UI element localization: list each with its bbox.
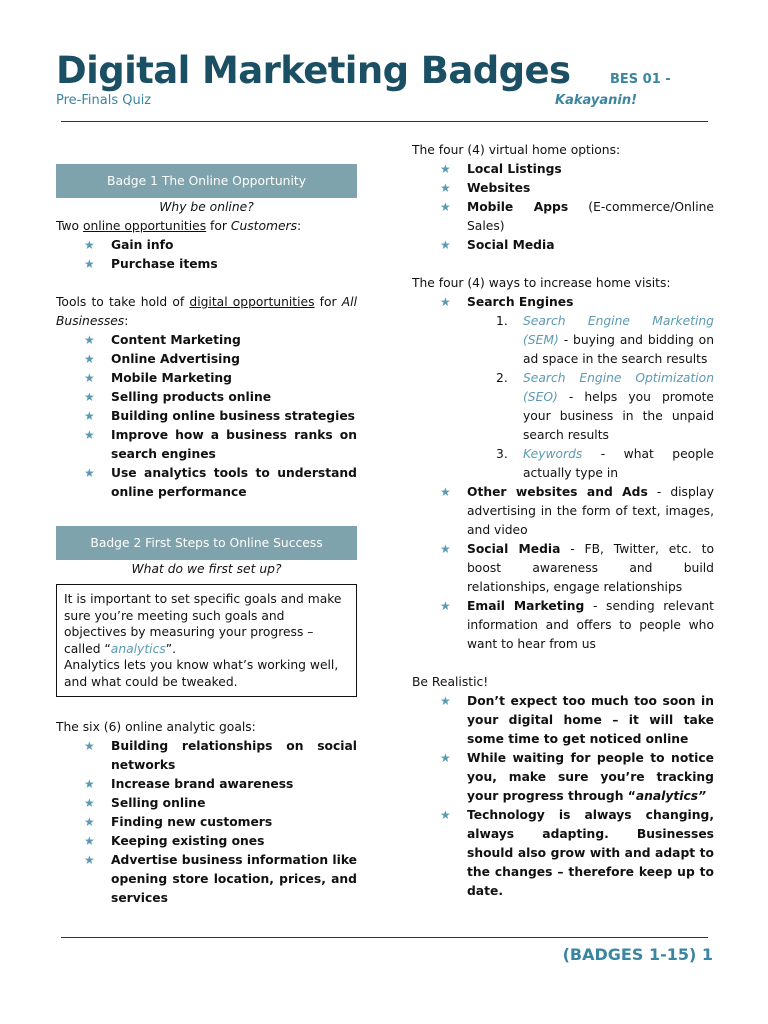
- star-bullet-icon: ★: [440, 751, 451, 765]
- list-item: [56, 331, 357, 350]
- right-column: [412, 141, 714, 901]
- list-item-text: Improve how a business ranks on search engines: [111, 428, 357, 461]
- star-bullet-icon: ★: [84, 333, 95, 347]
- page-title: Digital Marketing Badges: [56, 49, 571, 92]
- list-item: [56, 775, 357, 794]
- page-footer: (BADGES 1-15) 1: [562, 945, 713, 964]
- goals-intro: The six (6) online analytic goals:: [56, 720, 256, 734]
- visits-list: [412, 293, 714, 312]
- star-bullet-icon: ★: [440, 694, 451, 708]
- star-bullet-icon: ★: [440, 238, 451, 252]
- intro-text: :: [297, 219, 302, 233]
- list-item-text: - display advertising in the form of text, images, and video: [467, 485, 714, 537]
- star-bullet-icon: ★: [84, 466, 95, 480]
- star-bullet-icon: ★: [84, 371, 95, 385]
- star-bullet-icon: ★: [440, 485, 451, 499]
- list-item-text: Building relationships on social networks: [111, 739, 357, 772]
- list-item-text: analytics”: [635, 789, 707, 803]
- intro-text: Two: [56, 219, 83, 233]
- badge2-question: What do we first set up?: [131, 562, 282, 576]
- star-bullet-icon: ★: [440, 200, 451, 214]
- realistic-title: Be Realistic!: [412, 675, 489, 689]
- list-item-text: Email Marketing: [467, 599, 585, 613]
- list-item-text: Mobile Apps: [467, 200, 569, 214]
- list-item: [412, 692, 714, 749]
- list-item: [412, 236, 714, 255]
- tools-text: for: [314, 295, 342, 309]
- badge1-question: Why be online?: [159, 200, 254, 214]
- list-item: [412, 540, 714, 597]
- search-engines-label: Search Engines: [467, 295, 574, 309]
- star-bullet-icon: ★: [84, 409, 95, 423]
- list-item: [56, 388, 357, 407]
- analytics-term: analytics: [110, 641, 166, 656]
- list-item: [412, 179, 714, 198]
- list-item-text: Advertise business information like opening store location, prices, and services: [111, 853, 358, 905]
- list-item: [412, 483, 714, 540]
- list-item: [56, 737, 357, 775]
- star-bullet-icon: ★: [440, 599, 451, 613]
- list-item: [412, 749, 714, 806]
- goals-list: [56, 737, 357, 908]
- badge1-band: Badge 1 The Online Opportunity: [56, 164, 357, 198]
- customer-list: [56, 236, 357, 274]
- footer-divider: [61, 937, 708, 938]
- list-item-text: Selling products online: [111, 390, 272, 404]
- star-bullet-icon: ★: [440, 162, 451, 176]
- analytics-callout: [56, 584, 357, 697]
- list-item: [412, 160, 714, 179]
- star-bullet-icon: ★: [440, 808, 451, 822]
- list-item: [412, 806, 714, 901]
- list-item-text: Technology is always changing, always adapting. Businesses should also grow with and adapt to the changes – therefore keep up to date.: [467, 808, 714, 898]
- digital-opportunities-term: digital opportunities: [189, 295, 315, 309]
- list-item-text: Use analytics tools to understand online performance: [111, 466, 357, 499]
- star-bullet-icon: ★: [84, 390, 95, 404]
- home-options-list: [412, 160, 714, 255]
- list-item-text: Increase brand awareness: [111, 777, 294, 791]
- star-bullet-icon: ★: [84, 777, 95, 791]
- callout-text: ”.: [165, 641, 177, 656]
- list-item-text: Gain info: [111, 238, 174, 252]
- item-number: 2.: [496, 371, 508, 385]
- list-item: [56, 832, 357, 851]
- list-item-text: - FB, Twitter, etc. to boost awareness and build relationships, engage relationships: [467, 542, 714, 594]
- numbered-item: [412, 445, 714, 483]
- motto: Kakayanin!: [555, 93, 638, 108]
- list-item: [412, 597, 714, 654]
- star-bullet-icon: ★: [84, 739, 95, 753]
- list-item-text: Social Media: [467, 238, 555, 252]
- list-item: [56, 794, 357, 813]
- list-item-text: Content Marketing: [111, 333, 241, 347]
- list-item: [56, 851, 357, 908]
- star-bullet-icon: ★: [84, 428, 95, 442]
- star-bullet-icon: ★: [84, 238, 95, 252]
- star-bullet-icon: ★: [84, 352, 95, 366]
- visits-intro: The four (4) ways to increase home visits:: [412, 276, 671, 290]
- list-item-text: Purchase items: [111, 257, 218, 271]
- list-item-text: - sending relevant information and offers to people who want to hear from us: [467, 599, 714, 651]
- numbered-item: [412, 312, 714, 369]
- star-bullet-icon: ★: [440, 295, 451, 309]
- list-item: [56, 350, 357, 369]
- list-item-text: Local Listings: [467, 162, 562, 176]
- list-item: [56, 426, 357, 464]
- star-bullet-icon: ★: [84, 853, 95, 867]
- realistic-list: [412, 692, 714, 901]
- list-item-text: Mobile Marketing: [111, 371, 232, 385]
- left-column: [56, 164, 357, 908]
- term-description: - buying and bidding on ad space in the search results: [523, 333, 714, 366]
- term-description: - what people actually type in: [523, 447, 714, 480]
- page-subtitle: Pre-Finals Quiz: [56, 93, 152, 108]
- list-item: [56, 813, 357, 832]
- list-item-text: Keeping existing ones: [111, 834, 265, 848]
- list-item-text: Websites: [467, 181, 531, 195]
- course-code: BES 01 -: [610, 72, 671, 87]
- tools-text: :: [124, 314, 129, 328]
- list-item-text: Don’t expect too much too soon in your digital home – it will take some time to get noticed online: [467, 694, 714, 746]
- term: Search Engine Marketing (SEM): [523, 314, 714, 347]
- star-bullet-icon: ★: [84, 257, 95, 271]
- header-divider: [61, 121, 708, 122]
- star-bullet-icon: ★: [84, 834, 95, 848]
- tools-intro: [56, 293, 357, 331]
- item-number: 3.: [496, 447, 508, 461]
- term: Search Engine Optimization (SEO): [523, 371, 714, 404]
- list-item: [56, 407, 357, 426]
- list-item-text: Finding new customers: [111, 815, 273, 829]
- tools-text: Tools to take hold of: [56, 295, 190, 309]
- list-item: [412, 198, 714, 236]
- list-item-text: Social Media: [467, 542, 561, 556]
- star-bullet-icon: ★: [440, 181, 451, 195]
- visit-methods-list: [412, 483, 714, 654]
- list-item-text: Online Advertising: [111, 352, 240, 366]
- numbered-item: [412, 369, 714, 445]
- star-bullet-icon: ★: [84, 796, 95, 810]
- search-engine-sublist: [412, 312, 714, 483]
- list-item-text: Building online business strategies: [111, 409, 355, 423]
- customers-term: Customers: [230, 219, 298, 233]
- list-item: [56, 464, 357, 502]
- list-item-text: (E-commerce/Online Sales): [467, 200, 714, 233]
- term: Keywords: [523, 447, 583, 461]
- list-item-text: Other websites and Ads: [467, 485, 648, 499]
- callout-text: It is important to set specific goals and make sure you’re meeting such goals and objectives by measuring your progress – called “: [64, 592, 342, 656]
- business-list: [56, 331, 357, 502]
- intro-text: for: [206, 219, 231, 233]
- list-item: [56, 255, 357, 274]
- star-bullet-icon: ★: [84, 815, 95, 829]
- customers-intro: [56, 217, 357, 236]
- list-item: [56, 236, 357, 255]
- list-item-text: Selling online: [111, 796, 206, 810]
- badge2-band: Badge 2 First Steps to Online Success: [56, 526, 357, 560]
- online-opportunities-term: online opportunities: [82, 219, 207, 233]
- all-businesses-term: All Businesses: [56, 295, 357, 328]
- list-item-text: While waiting for people to notice you, make sure you’re tracking your progress through “: [467, 751, 714, 803]
- callout-text: Analytics lets you know what’s working well, and what could be tweaked.: [64, 658, 339, 689]
- star-bullet-icon: ★: [440, 542, 451, 556]
- term-description: - helps you promote your business in the unpaid search results: [523, 390, 714, 442]
- item-number: 1.: [496, 314, 508, 328]
- home-intro: The four (4) virtual home options:: [412, 143, 621, 157]
- list-item: [56, 369, 357, 388]
- list-item: [412, 293, 714, 312]
